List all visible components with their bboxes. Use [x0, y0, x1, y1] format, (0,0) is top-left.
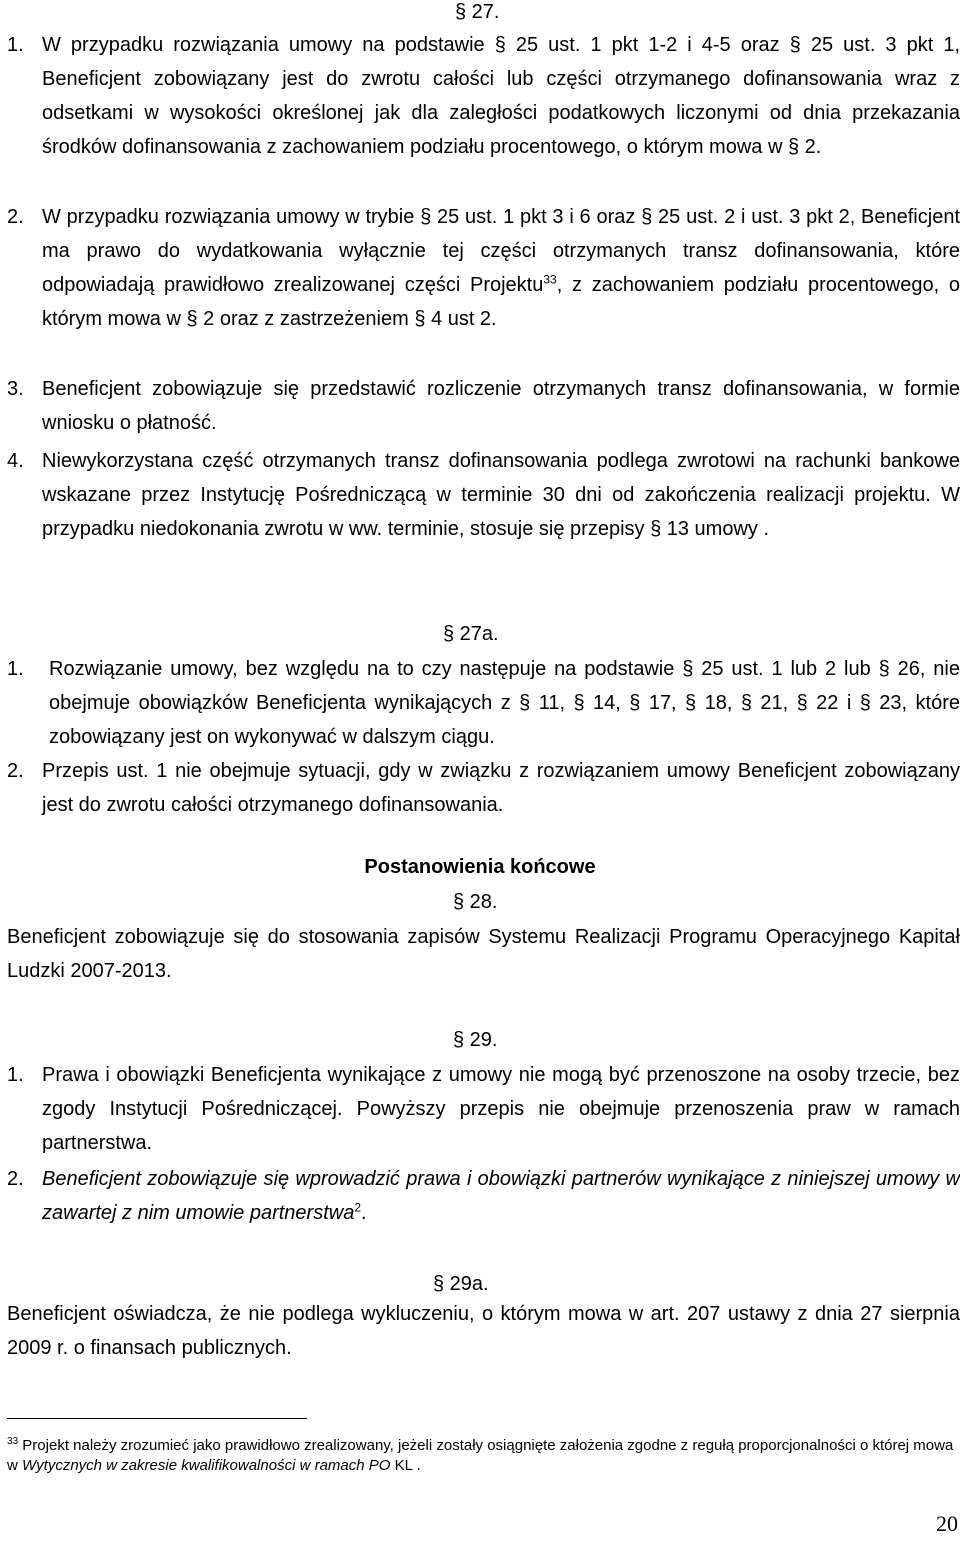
- s27a-item-1-number: 1.: [7, 658, 24, 680]
- footnote-33: [7, 1436, 960, 1476]
- s27-item-2-number: 2.: [7, 206, 24, 228]
- section-27a-heading: § 27a.: [443, 623, 499, 645]
- s28-text: Beneficjent zobowiązuje się do stosowania zapisów Systemu Realizacji Programu Operacyjnego Kapitał Ludzki 2007-2013.: [7, 926, 960, 982]
- s27-item-1-text: W przypadku rozwiązania umowy na podstawie § 25 ust. 1 pkt 1-2 i 4-5 oraz § 25 ust. 3 pkt 1, Beneficjent zobowiązany jest do zwrotu całości lub części otrzymanego dofinansowania wraz z odsetkami w wysokości określonej jak dla zaległości podatkowych liczonymi od dnia przekazania środków dofinansowania z zachowaniem podziału procentowego, o którym mowa w § 2.: [42, 34, 960, 158]
- section-29-heading: § 29.: [453, 1029, 498, 1051]
- s27-item-2-text: [42, 200, 960, 336]
- s29-item-2-tail: .: [361, 1202, 367, 1224]
- final-provisions-title: Postanowienia końcowe: [364, 856, 596, 878]
- s27a-item-2-text: Przepis ust. 1 nie obejmuje sytuacji, gdy w związku z rozwiązaniem umowy Beneficjent zobowiązany jest do zwrotu całości otrzymanego dofinansowania.: [42, 760, 960, 816]
- s27-item-3-text: Beneficjent zobowiązuje się przedstawić rozliczenie otrzymanych transz dofinansowania, w formie wniosku o płatność.: [42, 378, 960, 434]
- s27-item-1-number: 1.: [7, 34, 24, 56]
- footnote-text-b: KL .: [390, 1457, 421, 1474]
- s29-item-2-number: 2.: [7, 1168, 24, 1190]
- s29a-text: Beneficjent oświadcza, że nie podlega wykluczeniu, o którym mowa w art. 207 ustawy z dnia 27 sierpnia 2009 r. o finansach publicznych.: [7, 1303, 960, 1359]
- footnote-text-a: Projekt należy zrozumieć jako prawidłowo zrealizowany, jeżeli zostały osiągnięte założenia zgodne z regułą proporcjonalności o której mowa w: [7, 1437, 954, 1474]
- section-29a-heading: § 29a.: [433, 1273, 489, 1295]
- section-28-heading: § 28.: [453, 891, 498, 913]
- s29-item-1-text: Prawa i obowiązki Beneficjenta wynikające z umowy nie mogą być przenoszone na osoby trzecie, bez zgody Instytucji Pośredniczącej. Powyższy przepis nie obejmuje przenoszenia praw w ramach partnerstwa.: [42, 1064, 960, 1154]
- s27-item-2-text-a: W przypadku rozwiązania umowy w trybie § 25 ust. 1 pkt 3 i 6 oraz § 25 ust. 2 i ust. 3 pkt 2, Beneficjent ma prawo do wydatkowania wyłącznie tej części otrzymanych transz dofinansowania, które odpowiadają prawidłowo zrealizowanej części Projektu: [42, 206, 960, 296]
- footnote-ref-2: 2: [354, 1200, 362, 1215]
- footnote-separator: [7, 1418, 307, 1419]
- footnote-number: 33: [7, 1436, 19, 1447]
- section-27-heading: § 27.: [455, 1, 500, 23]
- footnote-text-italic: Wytycznych w zakresie kwalifikowalności w ramach PO: [22, 1457, 391, 1474]
- s29-item-2-text: [42, 1162, 960, 1230]
- s27-item-2-text-b: , z zachowaniem podziału procentowego, o którym mowa w § 2 oraz z zastrzeżeniem § 4 ust 2.: [42, 274, 960, 330]
- footnote-ref-33: 33: [543, 272, 557, 287]
- s27a-item-2-number: 2.: [7, 760, 24, 782]
- s27-item-4-number: 4.: [7, 450, 24, 472]
- s27a-item-1-text: Rozwiązanie umowy, bez względu na to czy następuje na podstawie § 25 ust. 1 lub 2 lub § 26, nie obejmuje obowiązków Beneficjenta wynikających z § 11, § 14, § 17, § 18, § 21, § 22 i § 23, które zobowiązany jest on wykonywać w dalszym ciągu.: [49, 658, 960, 748]
- s27-item-3-number: 3.: [7, 378, 24, 400]
- s27-item-4-text: Niewykorzystana część otrzymanych transz dofinansowania podlega zwrotowi na rachunki bankowe wskazane przez Instytucję Pośredniczącą w terminie 30 dni od zakończenia realizacji projektu. W przypadku niedokonania zwrotu w ww. terminie, stosuje się przepisy § 13 umowy .: [42, 450, 960, 540]
- s29-item-1-number: 1.: [7, 1064, 24, 1086]
- page-number: 20: [936, 1511, 958, 1536]
- s29-item-2-text-main: Beneficjent zobowiązuje się wprowadzić prawa i obowiązki partnerów wynikające z niniejszej umowy w zawartej z nim umowie partnerstwa: [42, 1168, 960, 1224]
